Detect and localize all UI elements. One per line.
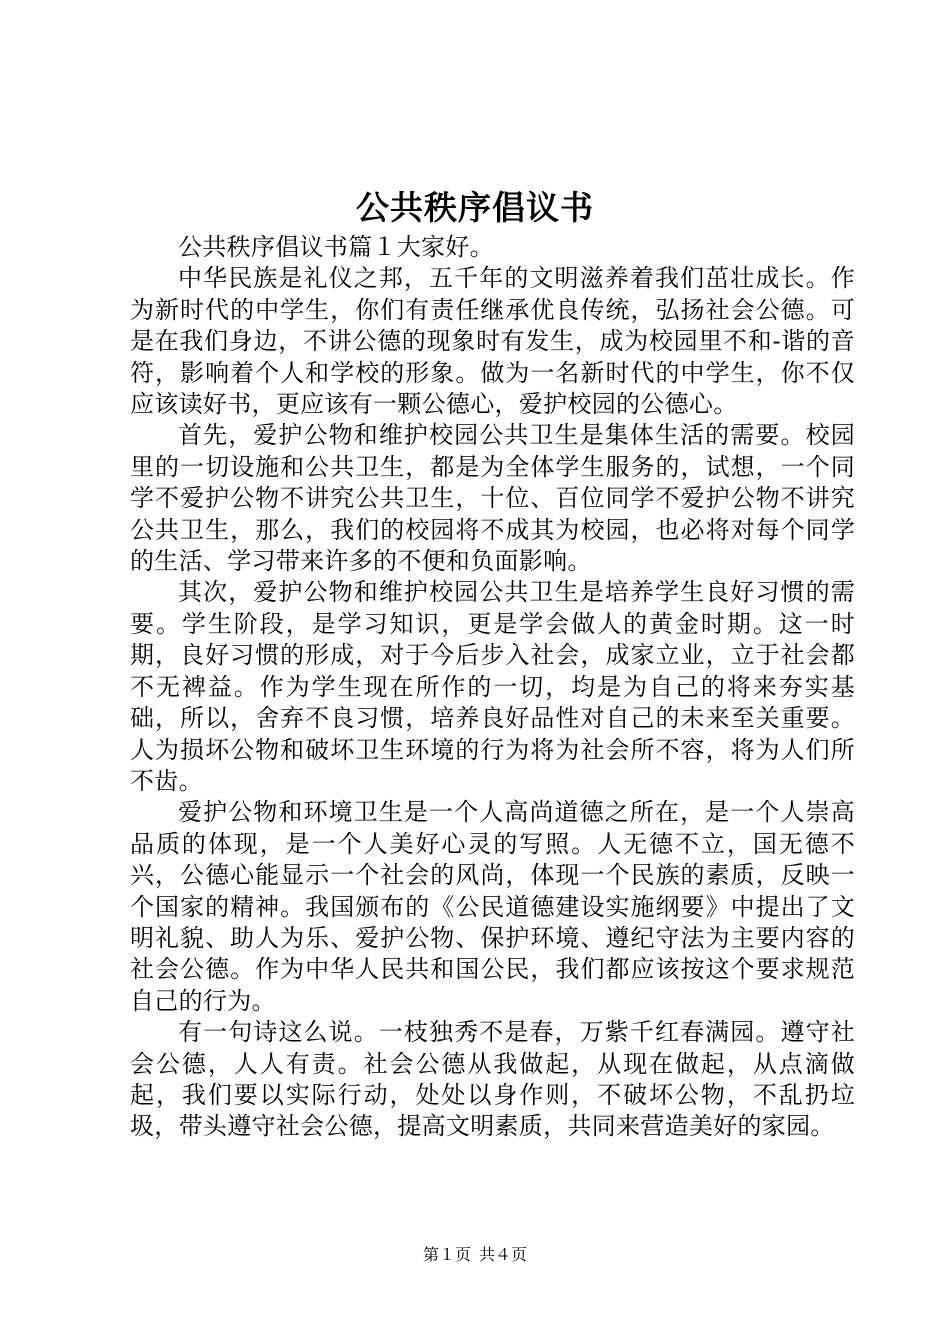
paragraph-3: 首先，爱护公物和维护校园公共卫生是集体生活的需要。校园里的一切设施和公共卫生，都是为全体学生服务的，试想，一个同学不爱护公物不讲究公共卫生，十位、百位同学不爱护公物不讲究公共卫生，那么，我们的校园将不成其为校园，也必将对每个同学的生活、学习带来许多的不便和负面影响。 — [130, 421, 855, 576]
paragraph-5: 爱护公物和环境卫生是一个人高尚道德之所在，是一个人崇高品质的体现，是一个人美好心灵的写照。人无德不立，国无德不兴，公德心能显示一个社会的风尚，体现一个民族的素质，反映一个国家的精神。我国颁布的《公民道德建设实施纲要》中提出了文明礼貌、助人为乐、爱护公物、保护环境、遵纪守法为主要内容的社会公德。作为中华人民共和国公民，我们都应该按这个要求规范自己的行为。 — [130, 798, 855, 1015]
paragraph-4: 其次，爱护公物和维护校园公共卫生是培养学生良好习惯的需要。学生阶段，是学习知识，更是学会做人的黄金时期。这一时期，良好习惯的形成，对于今后步入社会，成家立业，立于社会都不无裨益。作为学生现在所作的一切，均是为自己的将来夯实基础，所以，舍弃不良习惯，培养良好品性对自己的未来至关重要。人为损坏公物和破坏卫生环境的行为将为社会所不容，将为人们所不齿。 — [130, 578, 855, 795]
page-footer — [0, 1244, 950, 1266]
paragraph-2: 中华民族是礼仪之邦，五千年的文明滋养着我们茁壮成长。作为新时代的中学生，你们有责任继承优良传统，弘扬社会公德。可是在我们身边，不讲公德的现象时有发生，成为校园里不和-谐的音符，影响着个人和学校的形象。做为一名新时代的中学生，你不仅应该读好书，更应该有一颗公德心，爱护校园的公德心。 — [130, 264, 855, 419]
document-title: 公共秩序倡议书 — [356, 188, 594, 227]
page-number-current: 第１页 — [422, 1245, 471, 1264]
paragraph-1: 公共秩序倡议书篇１大家好。 — [178, 233, 494, 261]
page-number-total: 共４页 — [479, 1245, 528, 1264]
document-body — [130, 232, 855, 1143]
paragraph-6: 有一句诗这么说。一枝独秀不是春，万紫千红春满园。遵守社会公德，人人有责。社会公德从我做起，从现在做起，从点滴做起，我们要以实际行动，处处以身作则，不破坏公物，不乱扔垃圾，带头遵守社会公德，提高文明素质，共同来营造美好的家园。 — [130, 1018, 855, 1141]
